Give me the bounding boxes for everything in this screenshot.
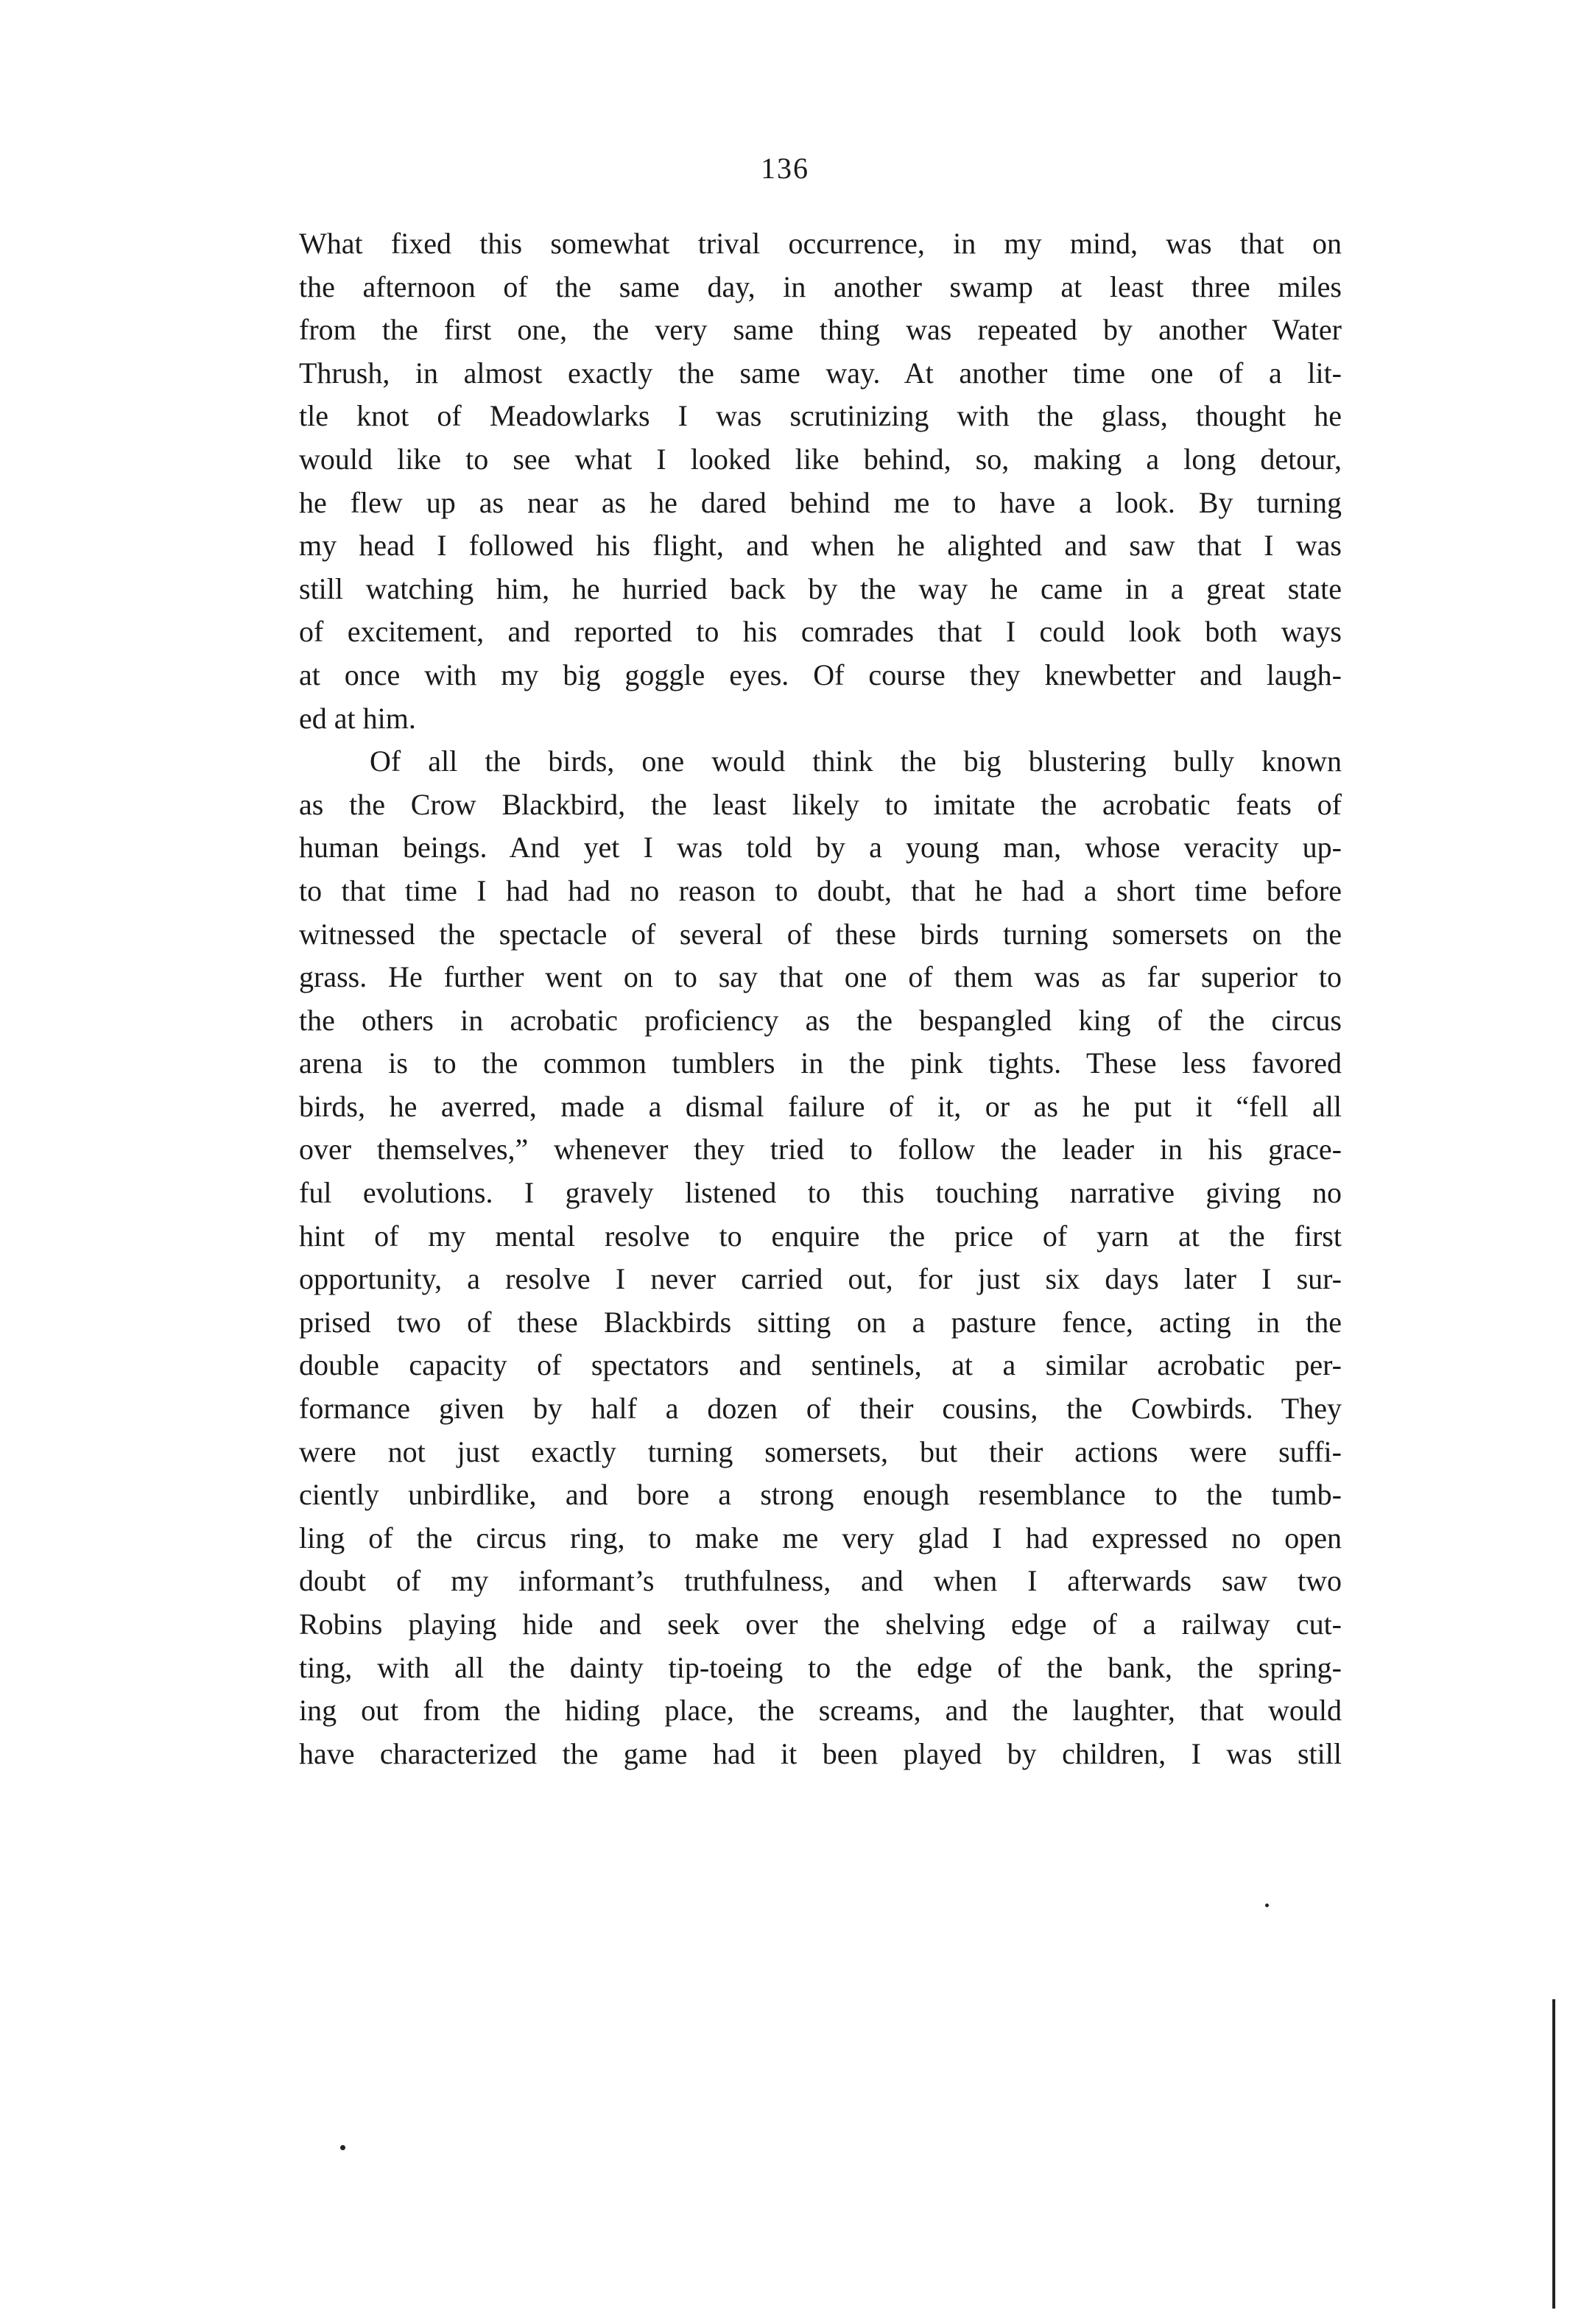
text-line-4: Thrush, in almost exactly the same way. At another time one of a lit- xyxy=(299,356,1342,390)
text-line-20: arena is to the common tumblers in the pink tights. These less favored xyxy=(299,1046,1342,1080)
text-line-21: birds, he averred, made a dismal failure of it, or as he put it “fell all xyxy=(299,1089,1342,1123)
text-line-5: tle knot of Meadowlarks I was scrutinizing with the glass, thought he xyxy=(299,399,1342,433)
body-text xyxy=(299,222,1342,1775)
text-line-29: were not just exactly turning somersets, but their actions were suffi- xyxy=(299,1434,1342,1468)
text-line-8: my head I followed his flight, and when he alighted and saw that I was xyxy=(299,529,1342,563)
text-line-30: ciently unbirdlike, and bore a strong enough resemblance to the tumb- xyxy=(299,1478,1342,1512)
text-line-13: Of all the birds, one would think the big blustering bully known xyxy=(370,744,1342,778)
text-line-16: to that time I had had no reason to doubt, that he had a short time before xyxy=(299,873,1342,907)
scan-speck-mark xyxy=(340,2145,345,2150)
text-line-6: would like to see what I looked like behind, so, making a long detour, xyxy=(299,442,1342,476)
text-line-24: hint of my mental resolve to enquire the price of yarn at the first xyxy=(299,1219,1342,1253)
text-line-31: ling of the circus ring, to make me very glad I had expressed no open xyxy=(299,1521,1342,1554)
text-line-10: of excitement, and reported to his comrades that I could look both ways xyxy=(299,615,1342,649)
text-line-11: at once with my big goggle eyes. Of course they knewbetter and laugh- xyxy=(299,658,1342,691)
text-line-23: ful evolutions. I gravely listened to this touching narrative giving no xyxy=(299,1176,1342,1210)
text-line-15: human beings. And yet I was told by a young man, whose veracity up- xyxy=(299,831,1342,865)
text-line-22: over themselves,” whenever they tried to follow the leader in his grace- xyxy=(299,1133,1342,1166)
scan-speck-mark xyxy=(1265,1904,1269,1907)
text-line-25: opportunity, a resolve I never carried out, for just six days later I sur- xyxy=(299,1262,1342,1296)
text-line-9: still watching him, he hurried back by the way he came in a great state xyxy=(299,571,1342,605)
text-line-36: have characterized the game had it been played by children, I was still xyxy=(299,1736,1342,1770)
text-line-17: witnessed the spectacle of several of these birds turning somersets on the xyxy=(299,917,1342,951)
text-line-1: What fixed this somewhat trival occurrence, in my mind, was that on xyxy=(299,227,1342,260)
text-line-33: Robins playing hide and seek over the shelving edge of a railway cut- xyxy=(299,1608,1342,1641)
text-line-35: ing out from the hiding place, the screams, and the laughter, that would xyxy=(299,1694,1342,1728)
text-line-34: ting, with all the dainty tip-toeing to the edge of the bank, the spring- xyxy=(299,1650,1342,1684)
text-line-19: the others in acrobatic proficiency as the bespangled king of the circus xyxy=(299,1003,1342,1037)
text-line-7: he flew up as near as he dared behind me to have a look. By turning xyxy=(299,485,1342,519)
text-line-26: prised two of these Blackbirds sitting on a pasture fence, acting in the xyxy=(299,1305,1342,1339)
text-line-3: from the first one, the very same thing was repeated by another Water xyxy=(299,313,1342,347)
page-number: 136 xyxy=(761,152,809,185)
text-line-18: grass. He further went on to say that one of them was as far superior to xyxy=(299,960,1342,994)
text-line-32: doubt of my informant’s truthfulness, and when I afterwards saw two xyxy=(299,1564,1342,1598)
text-line-14: as the Crow Blackbird, the least likely to imitate the acrobatic feats of xyxy=(299,787,1342,821)
page-edge-line xyxy=(1552,1999,1555,2309)
text-line-27: double capacity of spectators and sentinels, at a similar acrobatic per- xyxy=(299,1348,1342,1382)
text-line-12: ed at him. xyxy=(299,701,416,735)
text-line-2: the afternoon of the same day, in another swamp at least three miles xyxy=(299,270,1342,303)
text-line-28: formance given by half a dozen of their cousins, the Cowbirds. They xyxy=(299,1392,1342,1426)
